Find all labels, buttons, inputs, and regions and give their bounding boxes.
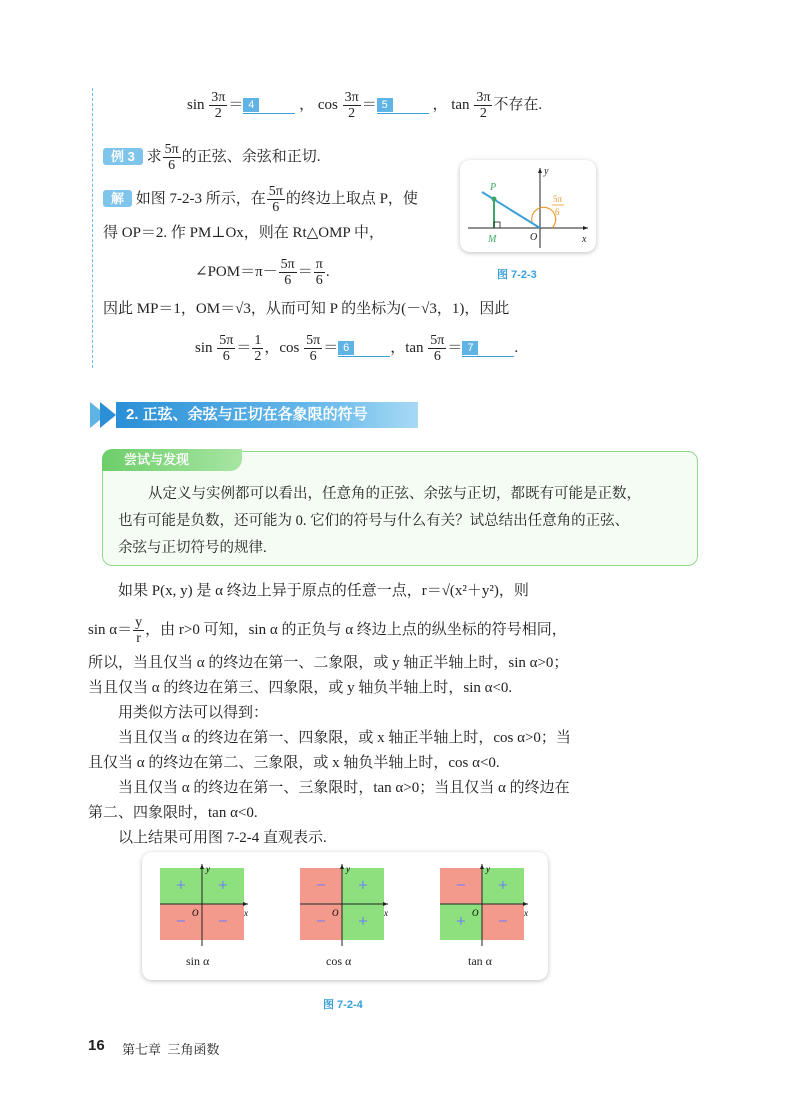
quadrant-1: +	[202, 868, 244, 904]
point-P	[492, 197, 497, 202]
solution-line-3	[195, 257, 330, 288]
solution-line-4: 因此 MP＝1，OM＝√3，从而可知 P 的坐标为(－√3，1)，因此	[103, 301, 510, 317]
label-x: x	[384, 908, 388, 918]
blank-tag: 5	[377, 98, 393, 112]
frac-num: 5π	[164, 142, 179, 157]
quadrant-1: +	[342, 868, 384, 904]
terminal-side	[482, 192, 540, 228]
quadrant-4: −	[202, 904, 244, 940]
frac-den: r	[136, 631, 141, 646]
tan-label: tan α	[468, 954, 492, 968]
chapter-title: 三角函数	[167, 1042, 220, 1057]
solution-line-5: sin $\frac{5\pi}{6}$ ＝ $\frac{1}{2}$ ，cos $\frac{5\pi}{6}$ ＝ 6 ，tan $\frac{5\pi}{6}$ ＝ 7 .	[195, 333, 519, 364]
body-line-9: 第二、四象限时，tan α<0.	[88, 805, 258, 821]
text: ，tan	[390, 339, 424, 356]
blank-5[interactable]	[377, 97, 429, 114]
label-x: x	[244, 908, 248, 918]
frac-num: 5π	[219, 333, 234, 348]
text: ＝	[236, 339, 252, 356]
tan-result: 不存在.	[493, 96, 543, 113]
body-line-6: 当且仅当 α 的终边在第一、四象限，或 x 轴正半轴上时，cos α>0；当	[118, 730, 571, 746]
explore-text-2: 也有可能是负数，还可能为 0. 它们的符号与什么有关？试总结出任意角的正弦、	[118, 513, 630, 529]
section-2-title: 2. 正弦、余弦与正切在各象限的符号	[116, 402, 418, 428]
axes	[160, 862, 252, 946]
label-y: y	[544, 166, 549, 177]
fraction	[217, 333, 235, 364]
fraction	[279, 257, 297, 288]
body-line-7: 且仅当 α 的终边在第二、三象限，或 x 轴负半轴上时，cos α<0.	[88, 755, 500, 771]
fraction	[133, 615, 144, 646]
fraction	[163, 142, 181, 173]
blank-tag: 4	[243, 98, 259, 112]
fraction	[343, 90, 361, 121]
fraction	[267, 184, 285, 215]
label-M: M	[488, 234, 497, 245]
sin-sign-diagram	[160, 864, 248, 940]
quadrant-4: +	[342, 904, 384, 940]
body-line-3: 所以，当且仅当 α 的终边在第一、二象限，或 y 轴正半轴上时，sin α>0；	[88, 655, 569, 671]
angle-den: 6	[555, 207, 560, 217]
cos-text: cos	[317, 96, 338, 113]
frac-den: 6	[284, 273, 292, 288]
fraction	[252, 333, 263, 364]
frac-num: 3π	[476, 90, 491, 105]
frac-den: 2	[254, 349, 262, 364]
text: 如图 7-2-3 所示，在	[135, 190, 266, 207]
unit-circle-diagram	[460, 160, 596, 252]
label-O: O	[332, 908, 339, 918]
explore-text-1: 从定义与实例都可以看出，任意角的正弦、余弦与正切，都既有可能是正数，	[148, 486, 641, 502]
text: ，cos	[264, 339, 300, 356]
fraction	[474, 90, 492, 121]
blank-7[interactable]	[462, 340, 514, 357]
x-axis-arrow	[583, 226, 588, 230]
blank-tag: 7	[462, 341, 478, 355]
quadrant-2: +	[160, 868, 202, 904]
label-y: y	[346, 864, 350, 874]
figure-7-2-4	[142, 852, 548, 980]
frac-num: 5π	[430, 333, 445, 348]
top-formula-line: sin $\frac{3\pi}{2}$ ＝ 4 ， cos $\frac{3\pi}{2}$ ＝ 5 ， tan $\frac{3\pi}{2}$ 不存在.	[187, 90, 543, 121]
cos-sign-diagram	[300, 864, 388, 940]
example-guide-line	[92, 88, 93, 368]
body-line-1: 如果 P(x, y) 是 α 终边上异于原点的任意一点，r＝√(x²＋y²)，则	[118, 583, 529, 599]
label-y: y	[486, 864, 490, 874]
solution-line-1	[103, 184, 418, 215]
frac-den: 6	[315, 273, 323, 288]
quadrant-2: −	[300, 868, 342, 904]
cos-label: cos α	[326, 954, 352, 968]
figure-7-2-3-caption: 图 7-2-3	[497, 269, 537, 281]
tan-text: tan	[451, 96, 470, 113]
blank-4[interactable]	[243, 97, 295, 114]
label-O: O	[472, 908, 479, 918]
sin-text: sin	[187, 96, 205, 113]
frac-den: 6	[309, 349, 317, 364]
label-O: O	[192, 908, 199, 918]
text: sin α＝	[88, 621, 133, 638]
blank-tag: 6	[338, 341, 354, 355]
section-2-header	[88, 400, 418, 430]
text: ＝	[297, 263, 313, 280]
blank-6[interactable]	[338, 340, 390, 357]
fraction	[428, 333, 446, 364]
quadrant-1: +	[482, 868, 524, 904]
label-P: P	[490, 182, 497, 193]
explore-tab: 尝试与发现	[102, 449, 242, 471]
frac-num: 3π	[211, 90, 226, 105]
body-line-5: 用类似方法可以得到：	[118, 705, 269, 721]
section-arrow-icon	[88, 400, 118, 430]
explore-text-3: 余弦与正切符号的规律.	[118, 540, 267, 556]
frac-num: y	[135, 615, 143, 630]
example-3-line	[103, 142, 320, 173]
text: .	[325, 263, 330, 280]
frac-den: 6	[433, 349, 441, 364]
quadrant-2: −	[440, 868, 482, 904]
text: sin	[195, 339, 213, 356]
figure-7-2-4-caption: 图 7-2-4	[323, 999, 363, 1011]
frac-num: 3π	[344, 90, 359, 105]
quadrant-3: −	[160, 904, 202, 940]
frac-den: 2	[348, 106, 356, 121]
body-line-2	[88, 615, 567, 646]
frac-den: 6	[272, 200, 280, 215]
quadrant-3: +	[440, 904, 482, 940]
label-x: x	[524, 908, 528, 918]
frac-num: 5π	[280, 257, 295, 272]
frac-den: 6	[168, 158, 176, 173]
body-line-8: 当且仅当 α 的终边在第一、三象限时，tan α>0；当且仅当 α 的终边在	[118, 780, 570, 796]
solution-line-2: 得 OP＝2. 作 PM⊥Ox，则在 Rt△OMP 中，	[103, 225, 384, 241]
label-y: y	[206, 864, 210, 874]
figure-7-2-3	[460, 160, 596, 252]
frac-den: 2	[479, 106, 487, 121]
chapter-label: 第七章	[122, 1042, 162, 1057]
text: ，由 r>0 可知，sin α 的正负与 α 终边上点的纵坐标的符号相同，	[145, 621, 567, 638]
text: 的终边上取点 P，使	[285, 190, 418, 207]
fraction	[314, 257, 325, 288]
frac-num: 1	[254, 333, 262, 348]
body-line-10: 以上结果可用图 7-2-4 直观表示.	[118, 830, 327, 846]
angle-num: 5π	[553, 194, 563, 204]
page-number: 16	[88, 1037, 105, 1054]
body-line-4: 当且仅当 α 的终边在第三、四象限，或 y 轴负半轴上时，sin α<0.	[88, 680, 513, 696]
solution-label: 解	[103, 190, 132, 207]
y-axis-arrow	[538, 168, 542, 173]
sin-label: sin α	[186, 954, 210, 968]
text: ∠POM＝π－	[195, 263, 278, 280]
example-prefix: 求	[146, 148, 162, 165]
tan-sign-diagram	[440, 864, 528, 940]
label-x: x	[582, 234, 587, 245]
fraction	[209, 90, 227, 121]
fraction	[304, 333, 322, 364]
label-O: O	[530, 232, 538, 243]
quadrant-4: −	[482, 904, 524, 940]
example-label: 例 3	[103, 148, 143, 165]
quadrant-3: −	[300, 904, 342, 940]
axes	[440, 862, 532, 946]
frac-num: π	[315, 257, 323, 272]
frac-den: 2	[214, 106, 222, 121]
frac-num: 5π	[306, 333, 321, 348]
frac-den: 6	[222, 349, 230, 364]
example-suffix: 的正弦、余弦和正切.	[181, 148, 321, 165]
frac-num: 5π	[268, 184, 283, 199]
footer-chapter	[122, 1039, 220, 1058]
axes	[300, 862, 392, 946]
